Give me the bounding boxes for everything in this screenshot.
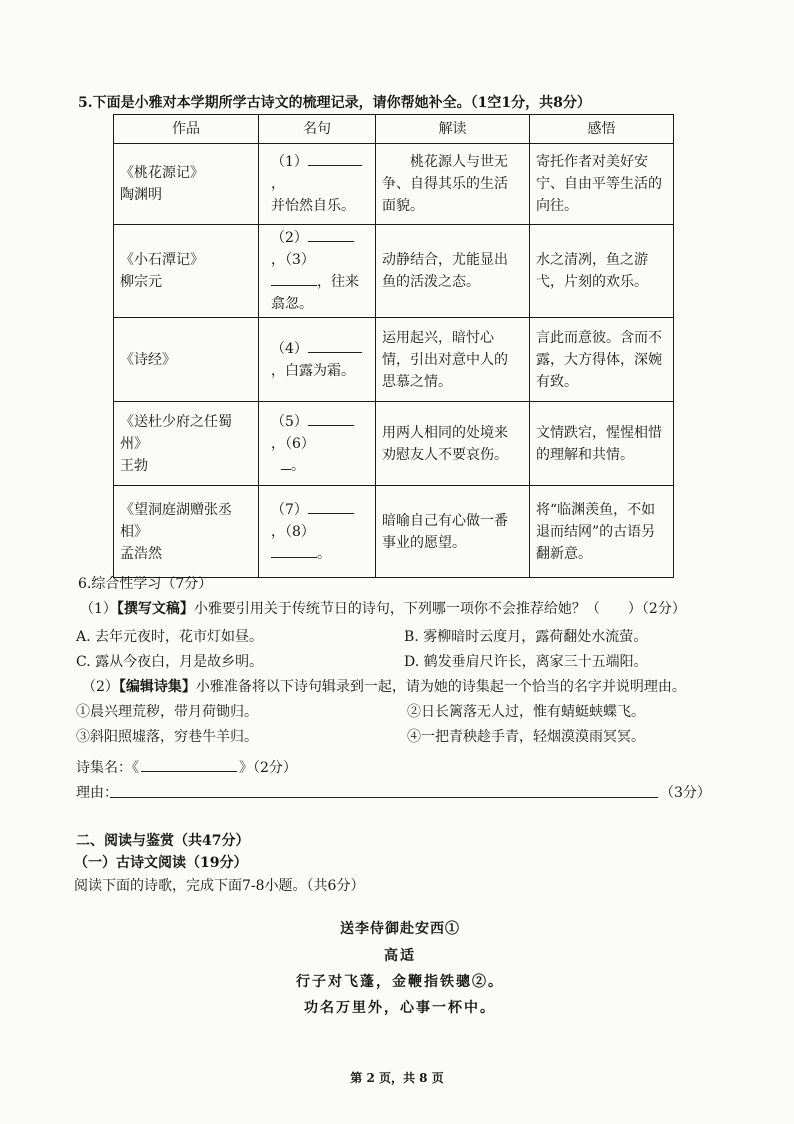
- blank-2[interactable]: [308, 227, 354, 242]
- insight-cell: 将“临渊羡鱼，不如退而结网”的古语另翻新意。: [530, 486, 674, 578]
- poem-author: 高适: [384, 948, 416, 964]
- poem-line-3: ③斜阳照墟落，穷巷牛羊归。: [76, 729, 258, 745]
- table-row: [114, 486, 674, 578]
- poem-title: 送李侍御赴安西①: [340, 921, 460, 937]
- table-header-row: [114, 115, 674, 144]
- header-quote: 名句: [259, 115, 376, 144]
- question-6-1-text: （1）【撰写文稿】小雅要引用关于传统节日的诗句，下列哪一项你不会推荐给她？（ ）（2分）: [80, 601, 686, 617]
- quote-cell: （5），（6） 。: [259, 402, 376, 486]
- insight-cell: 言此而意彼。含而不露，大方得体，深婉有致。: [530, 318, 674, 402]
- collection-name-row: 诗集名：《 》（2分）: [76, 757, 297, 779]
- work-cell: 《桃花源记》 陶渊明: [114, 144, 259, 225]
- poem-line-1: ①晨兴理荒秽，带月荷锄归。: [76, 704, 258, 720]
- question-6-title: 6.综合性学习（7分）: [78, 576, 213, 592]
- reason-score: （3分）: [660, 785, 711, 801]
- insight-cell: 水之清冽，鱼之游弋，片刻的欢乐。: [530, 225, 674, 318]
- blank-5[interactable]: [308, 411, 354, 426]
- reason-input-line[interactable]: [110, 797, 658, 798]
- poetry-record-table: [113, 114, 674, 578]
- section-2-title: 二、阅读与鉴赏（共47分）: [76, 833, 250, 849]
- quote-cell: （2），（3） ，往来翕忽。: [259, 225, 376, 318]
- insight-cell: 文情跌宕，惺惺相惜的理解和共情。: [530, 402, 674, 486]
- insight-cell: 寄托作者对美好安宁、自由平等生活的向往。: [530, 144, 674, 225]
- option-d[interactable]: D. 鹤发垂肩尺许长，离家三十五端阳。: [404, 654, 648, 670]
- collection-name-input[interactable]: [141, 757, 237, 772]
- question-6-2-text: （2）【编辑诗集】小雅准备将以下诗句辑录到一起，请为她的诗集起一个恰当的名字并说明理由。: [82, 679, 686, 695]
- work-cell: 《小石潭记》 柳宗元: [114, 225, 259, 318]
- header-insight: 感悟: [530, 115, 674, 144]
- poem-line-4: ④一把青秧趁手青，轻烟漠漠雨冥冥。: [407, 729, 645, 745]
- option-a[interactable]: A. 去年元夜时，花市灯如昼。: [76, 629, 264, 645]
- reading-instruction: 阅读下面的诗歌，完成下面7-8小题。（共6分）: [74, 878, 365, 894]
- interpretation-cell: 暗喻自己有心做一番事业的愿望。: [376, 486, 530, 578]
- section-2-subtitle: （一）古诗文阅读（19分）: [74, 855, 248, 871]
- blank-3[interactable]: [271, 271, 317, 286]
- poem-verse-1: 行子对飞蓬，金鞭指铁骢②。: [296, 974, 504, 990]
- work-cell: 《望洞庭湖赠张丞相》 孟浩然: [114, 486, 259, 578]
- blank-8[interactable]: [271, 543, 317, 558]
- question-5-title: 5.下面是小雅对本学期所学古诗文的梳理记录，请你帮她补全。（1空1分，共8分）: [78, 95, 591, 111]
- work-cell: 《送杜少府之任蜀州》 王勃: [114, 402, 259, 486]
- interpretation-cell: 用两人相同的处境来劝慰友人不要哀伤。: [376, 402, 530, 486]
- interpretation-cell: 运用起兴，暗忖心情，引出对意中人的思慕之情。: [376, 318, 530, 402]
- poem-verse-2: 功名万里外，心事一杯中。: [304, 1000, 496, 1016]
- quote-cell: （1）， 并怡然自乐。: [259, 144, 376, 225]
- blank-7[interactable]: [308, 499, 354, 514]
- interpretation-cell: 动静结合，尤能显出鱼的活泼之态。: [376, 225, 530, 318]
- quote-cell: （7），（8） 。: [259, 486, 376, 578]
- table-row: [114, 225, 674, 318]
- table-row: [114, 318, 674, 402]
- table-row: [114, 402, 674, 486]
- poem-line-2: ②日长篱落无人过，惟有蜻蜓蛱蝶飞。: [407, 704, 645, 720]
- reason-label: 理由：: [76, 785, 118, 801]
- page-footer: 第 2 页，共 8 页: [350, 1071, 444, 1085]
- blank-6[interactable]: [281, 455, 291, 470]
- option-b[interactable]: B. 雾柳暗时云度月，露荷翻处水流萤。: [404, 629, 648, 645]
- table-row: [114, 144, 674, 225]
- header-work: 作品: [114, 115, 259, 144]
- blank-4[interactable]: [308, 338, 362, 353]
- interpretation-cell: 桃花源人与世无争、自得其乐的生活面貌。: [376, 144, 530, 225]
- header-interpretation: 解读: [376, 115, 530, 144]
- blank-1[interactable]: [308, 151, 362, 166]
- quote-cell: （4），白露为霜。: [259, 318, 376, 402]
- work-cell: 《诗经》: [114, 318, 259, 402]
- option-c[interactable]: C. 露从今夜白，月是故乡明。: [76, 654, 264, 670]
